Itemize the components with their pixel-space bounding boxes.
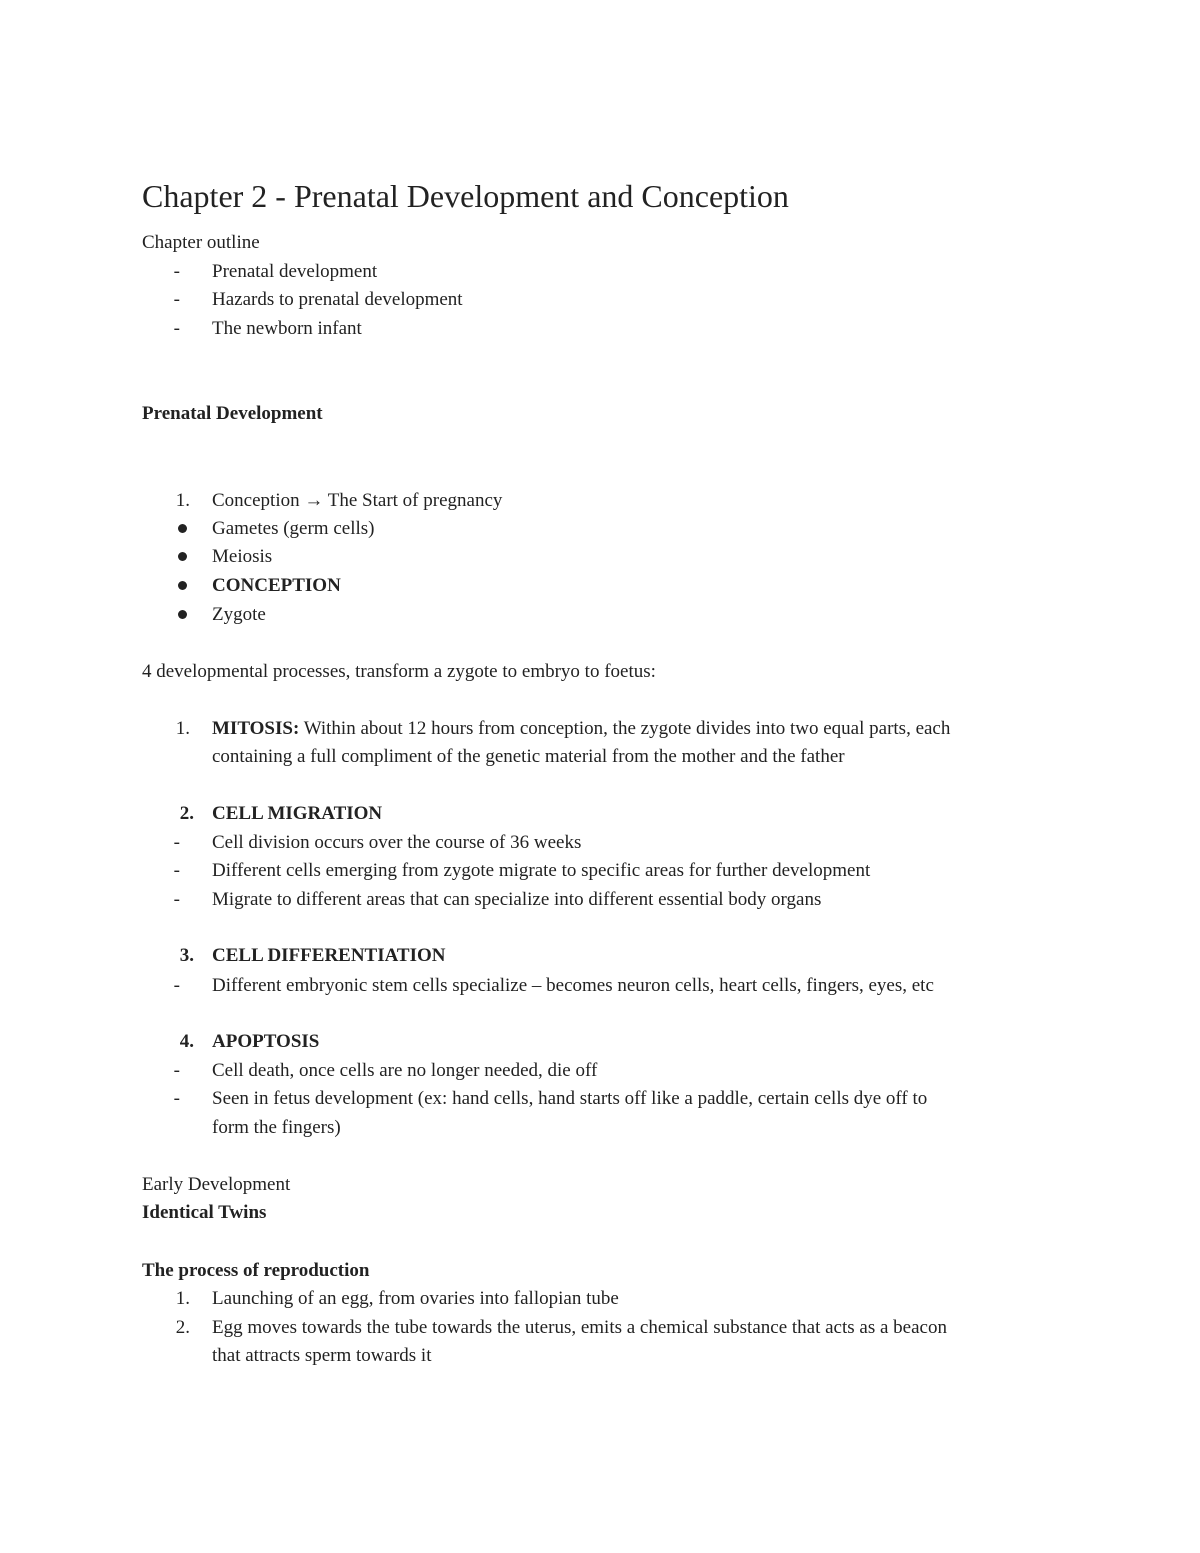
bullet-item: Meiosis (212, 546, 273, 567)
bullet-icon (178, 581, 187, 590)
dash-marker: - (173, 1060, 180, 1081)
list-number: 3. (179, 945, 194, 966)
dash-marker: - (173, 1088, 180, 1109)
outline-item: Prenatal development (212, 261, 378, 282)
outline-heading: Chapter outline (142, 232, 260, 253)
mitosis-text-continued: containing a full compliment of the genetic material from the mother and the father (212, 746, 845, 767)
migration-item: Different cells emerging from zygote migrate to specific areas for further development (212, 860, 871, 881)
dash-marker: - (173, 860, 180, 881)
list-number: 1. (175, 718, 190, 739)
apoptosis-item: Seen in fetus development (ex: hand cells, hand starts off like a paddle, certain cells dye off to (212, 1088, 928, 1109)
reproduction-item: Egg moves towards the tube towards the uterus, emits a chemical substance that acts as a beacon (212, 1317, 947, 1338)
mitosis-text: Within about 12 hours from conception, the zygote divides into two equal parts, each (299, 718, 951, 739)
dash-marker: - (173, 889, 180, 910)
bullet-item: CONCEPTION (212, 575, 341, 596)
outline-item: The newborn infant (212, 318, 362, 339)
identical-twins-heading: Identical Twins (142, 1202, 267, 1223)
mitosis-label: MITOSIS: (212, 718, 300, 739)
apoptosis-heading: APOPTOSIS (212, 1031, 320, 1052)
reproduction-item-continued: that attracts sperm towards it (212, 1345, 432, 1366)
differentiation-item: Different embryonic stem cells specialize – becomes neuron cells, heart cells, fingers, eyes, etc (212, 975, 934, 996)
migration-item: Migrate to different areas that can specialize into different essential body organs (212, 889, 822, 910)
bullet-icon (178, 610, 187, 619)
list-number: 2. (175, 1317, 190, 1338)
early-development-heading: Early Development (142, 1174, 291, 1195)
dash-marker: - (173, 261, 180, 282)
list-item: Conception → The Start of pregnancy (212, 490, 503, 511)
list-number: 1. (175, 1288, 190, 1309)
reproduction-heading: The process of reproduction (142, 1260, 370, 1281)
list-number: 1. (175, 490, 190, 511)
mitosis-item (212, 717, 950, 741)
list-number: 4. (179, 1031, 194, 1052)
dash-marker: - (173, 318, 180, 339)
apoptosis-item: Cell death, once cells are no longer needed, die off (212, 1060, 598, 1081)
dash-marker: - (173, 975, 180, 996)
page-title: Chapter 2 - Prenatal Development and Conception (142, 178, 789, 214)
bullet-item: Zygote (212, 604, 266, 625)
bullet-item: Gametes (germ cells) (212, 518, 375, 539)
dash-marker: - (173, 289, 180, 310)
migration-heading: CELL MIGRATION (212, 803, 383, 824)
migration-item: Cell division occurs over the course of 36 weeks (212, 832, 582, 853)
bullet-icon (178, 524, 187, 533)
outline-item: Hazards to prenatal development (212, 289, 463, 310)
bullet-icon (178, 552, 187, 561)
dash-marker: - (173, 832, 180, 853)
apoptosis-item-continued: form the fingers) (212, 1117, 341, 1138)
list-number: 2. (179, 803, 194, 824)
reproduction-item: Launching of an egg, from ovaries into fallopian tube (212, 1288, 619, 1309)
differentiation-heading: CELL DIFFERENTIATION (212, 945, 446, 966)
processes-intro: 4 developmental processes, transform a zygote to embryo to foetus: (142, 661, 656, 682)
section-heading-prenatal: Prenatal Development (142, 403, 323, 424)
